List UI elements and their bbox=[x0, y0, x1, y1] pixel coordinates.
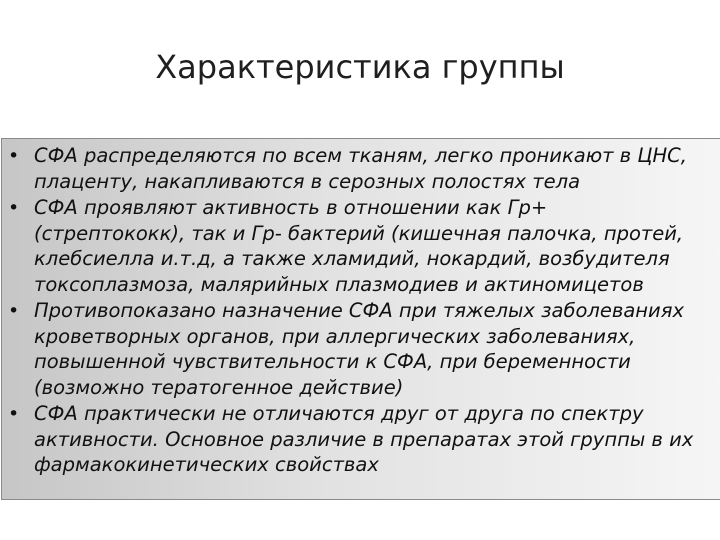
bullet-dot-icon: • bbox=[8, 403, 20, 425]
bullet-line: СФА распределяются по всем тканям, легко проникают в ЦНС, bbox=[34, 144, 687, 167]
bullet-list bbox=[2, 143, 720, 479]
bullet-dot-icon: • bbox=[8, 300, 20, 322]
bullet-line: токсоплазмоза, малярийных плазмодиев и актиномицетов bbox=[34, 272, 644, 296]
bullet-line: (стрептококк), так и Гр- бактерий (кишечная палочка, протей, bbox=[34, 221, 684, 245]
bullet-line: СФА практически не отличаются друг от друга по спектру bbox=[34, 402, 644, 425]
bullet-line: клебсиелла и.т.д, а также хламидий, нокардий, возбудителя bbox=[34, 247, 670, 270]
bullet-text bbox=[34, 195, 720, 297]
bullet-line: (возможно тератогенное действие) bbox=[34, 375, 404, 399]
bullet-line: повышенной чувствительности к СФА, при беременности bbox=[34, 350, 631, 373]
bullet-line: фармакокинетических свойствах bbox=[34, 453, 379, 476]
bullet-dot-icon: • bbox=[8, 145, 20, 167]
content-box bbox=[1, 138, 720, 500]
bullet-line: кроветворных органов, при аллергических заболеваниях, bbox=[34, 324, 636, 348]
bullet-line: СФА проявляют активность в отношении как Гр+ bbox=[34, 196, 548, 219]
bullet-line: Противопоказано назначение СФА при тяжелых заболеваниях bbox=[34, 299, 684, 322]
bullet-text bbox=[34, 143, 720, 194]
bullet-item-activity bbox=[2, 195, 720, 297]
bullet-dot-icon: • bbox=[8, 197, 20, 219]
bullet-line: плаценту, накапливаются в серозных полостях тела bbox=[34, 169, 581, 193]
bullet-text bbox=[34, 298, 720, 400]
bullet-item-spectrum bbox=[2, 401, 720, 478]
bullet-item-distribution bbox=[2, 143, 720, 194]
slide-title: Характеристика группы bbox=[155, 48, 565, 86]
bullet-item-contraindications bbox=[2, 298, 720, 400]
bullet-line: активности. Основное различие в препаратах этой группы в их bbox=[34, 427, 694, 451]
bullet-text bbox=[34, 401, 720, 478]
